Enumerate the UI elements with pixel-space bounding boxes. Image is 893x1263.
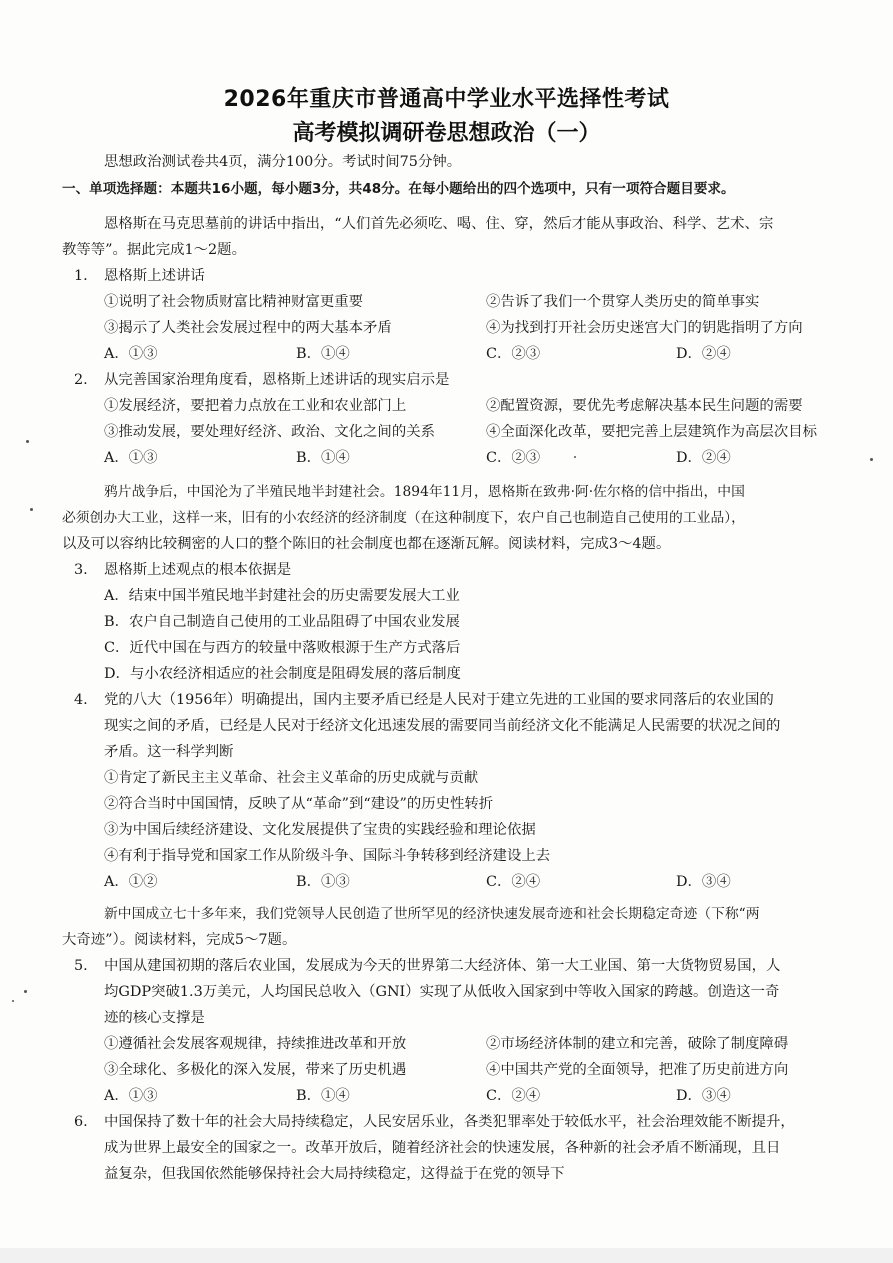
exam-title: 2026年重庆市普通高中学业水平选择性考试	[223, 87, 670, 112]
q6-stem-line-3: 益复杂，但我国依然能够保持社会大局持续稳定，这得益于在党的领导下	[104, 1166, 565, 1182]
q3-option-c: C．近代中国在与西方的较量中落败根源于生产方式落后	[104, 640, 461, 656]
q1-option-a: A．①③	[104, 346, 158, 362]
q4-option-b: B．①③	[296, 874, 350, 890]
q2-statement-2: ②配置资源，要优先考虑解决基本民生问题的需要	[486, 398, 803, 414]
q5-option-b: B．①④	[296, 1088, 350, 1104]
q3-option-a: A．结束中国半殖民地半封建社会的历史需要发展大工业	[104, 588, 460, 604]
q4-statement-3: ③为中国后续经济建设、文化发展提供了宝贵的实践经验和理论依据	[104, 822, 536, 838]
scan-speck	[26, 440, 29, 443]
q5-statement-1: ①遵循社会发展客观规律，持续推进改革和开放	[104, 1036, 407, 1052]
q2-option-c: C．②③	[486, 450, 541, 466]
q2-stem: 从完善国家治理角度看，恩格斯上述讲话的现实启示是	[104, 372, 450, 388]
q4-statement-2: ②符合当时中国国情，反映了从“革命”到“建设”的历史性转折	[104, 796, 494, 812]
scan-speck	[30, 508, 33, 511]
q4-option-a: A．①②	[104, 874, 158, 890]
q1-stem: 恩格斯上述讲话	[104, 268, 205, 284]
q5-stem-line-1: 中国从建国初期的落后农业国，发展成为今天的世界第二大经济体、第一大工业国、第一大货物贸易国，人	[104, 958, 781, 974]
q5-number: 5.	[74, 958, 88, 974]
material-1-line-2: 教等等”。据此完成1～2题。	[62, 242, 246, 258]
material-3-line-2: 大奇迹”）。阅读材料，完成5～7题。	[62, 932, 297, 948]
exam-subtitle: 高考模拟调研卷思想政治（一）	[292, 121, 601, 146]
q5-option-a: A．①③	[104, 1088, 158, 1104]
q4-stem-line-2: 现实之间的矛盾，已经是人民对于经济文化迅速发展的需要同当前经济文化不能满足人民需要的状况之间的	[104, 718, 781, 734]
q6-stem-line-2: 成为世界上最安全的国家之一。改革开放后，随着经济社会的快速发展，各种新的社会矛盾不断涌现，且日	[104, 1140, 781, 1156]
material-2-line-1: 鸦片战争后，中国沦为了半殖民地半封建社会。1894年11月，恩格斯在致弗·阿·佐尔格的信中指出，中国	[104, 484, 745, 500]
q4-number: 4.	[74, 692, 88, 708]
q5-statement-4: ④中国共产党的全面领导，把准了历史前进方向	[486, 1062, 789, 1078]
q3-option-b: B．农户自己制造自己使用的工业品阻碍了中国农业发展	[104, 614, 460, 630]
scan-speck	[12, 1000, 14, 1002]
q1-option-d: D．②④	[676, 346, 731, 362]
scan-speck	[24, 990, 27, 993]
q6-number: 6.	[74, 1114, 88, 1130]
scan-speck	[574, 456, 576, 458]
q2-option-b: B．①④	[296, 450, 350, 466]
q2-option-a: A．①③	[104, 450, 158, 466]
q2-option-d: D．②④	[676, 450, 731, 466]
q1-statement-1: ①说明了社会物质财富比精神财富更重要	[104, 294, 364, 310]
material-3-line-1: 新中国成立七十多年来，我们党领导人民创造了世所罕见的经济快速发展奇迹和社会长期稳定奇迹（下称“两	[104, 906, 760, 922]
q1-number: 1.	[74, 268, 88, 284]
q5-statement-3: ③全球化、多极化的深入发展，带来了历史机遇	[104, 1062, 407, 1078]
q3-option-d: D．与小农经济相适应的社会制度是阻碍发展的落后制度	[104, 666, 461, 682]
q1-statement-2: ②告诉了我们一个贯穿人类历史的简单事实	[486, 294, 760, 310]
material-2-line-2: 必须创办大工业，这样一来，旧有的小农经济的经济制度（在这种制度下，农户自己也制造自己使用的工业品），	[62, 510, 745, 526]
q5-stem-line-3: 迹的核心支撑是	[104, 1010, 205, 1026]
q2-statement-4: ④全面深化改革，要把完善上层建筑作为高层次目标	[486, 424, 817, 440]
q2-statement-1: ①发展经济，要把着力点放在工业和农业部门上	[104, 398, 407, 414]
q5-option-d: D．③④	[676, 1088, 731, 1104]
q1-option-b: B．①④	[296, 346, 350, 362]
q4-option-c: C．②④	[486, 874, 541, 890]
q2-statement-3: ③推动发展，要处理好经济、政治、文化之间的关系	[104, 424, 435, 440]
exam-intro: 思想政治测试卷共4页，满分100分。考试时间75分钟。	[104, 154, 462, 170]
q1-statement-3: ③揭示了人类社会发展过程中的两大基本矛盾	[104, 320, 392, 336]
q4-option-d: D．③④	[676, 874, 731, 890]
q4-statement-1: ①肯定了新民主主义革命、社会主义革命的历史成就与贡献	[104, 770, 479, 786]
material-2-line-3: 以及可以容纳比较稠密的人口的整个陈旧的社会制度也都在逐渐瓦解。阅读材料，完成3～4题。	[62, 536, 671, 552]
q2-number: 2.	[74, 372, 88, 388]
section-heading: 一、单项选择题：本题共16小题，每小题3分，共48分。在每小题给出的四个选项中，只有一项符合题目要求。	[62, 181, 735, 197]
q5-statement-2: ②市场经济体制的建立和完善，破除了制度障碍	[486, 1036, 789, 1052]
q1-option-c: C．②③	[486, 346, 541, 362]
q3-stem: 恩格斯上述观点的根本依据是	[104, 562, 292, 578]
q6-stem-line-1: 中国保持了数十年的社会大局持续稳定，人民安居乐业，各类犯罪率处于较低水平，社会治理效能不断提升，	[104, 1114, 795, 1130]
q5-stem-line-2: 均GDP突破1.3万美元，人均国民总收入（GNI）实现了从低收入国家到中等收入国家的跨越。创造这一奇	[104, 984, 780, 1000]
q4-statement-4: ④有利于指导党和国家工作从阶级斗争、国际斗争转移到经济建设上去	[104, 848, 551, 864]
material-1-line-1: 恩格斯在马克思墓前的讲话中指出，“人们首先必须吃、喝、住、穿，然后才能从事政治、科学、艺术、宗	[104, 216, 774, 232]
q3-number: 3.	[74, 562, 88, 578]
q1-statement-4: ④为找到打开社会历史迷宫大门的钥匙指明了方向	[486, 320, 803, 336]
q5-option-c: C．②④	[486, 1088, 541, 1104]
page-bottom-edge	[0, 1248, 893, 1263]
q4-stem-line-3: 矛盾。这一科学判断	[104, 744, 234, 760]
q4-stem-line-1: 党的八大（1956年）明确提出，国内主要矛盾已经是人民对于建立先进的工业国的要求同落后的农业国的	[104, 692, 774, 708]
scan-speck	[870, 458, 873, 461]
